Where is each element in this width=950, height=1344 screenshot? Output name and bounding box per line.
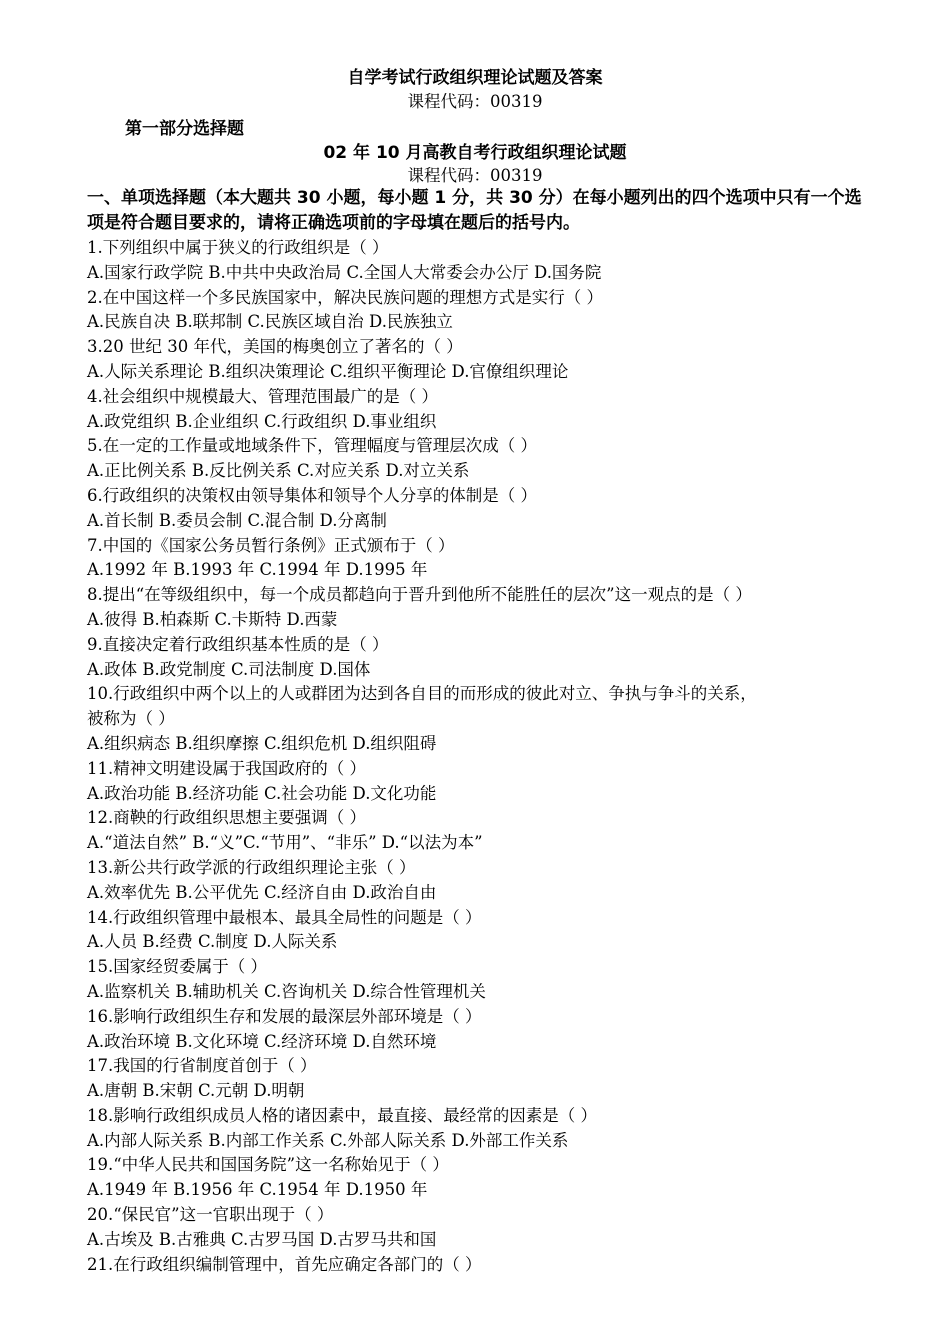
question-text: 被称为（ ）	[87, 709, 175, 729]
answer-options: A.内部人际关系 B.内部工作关系 C.外部人际关系 D.外部工作关系	[87, 1130, 569, 1150]
question-text: 21.在行政组织编制管理中，首先应确定各部门的（ ）	[87, 1254, 482, 1274]
question-text: 16.影响行政组织生存和发展的最深层外部环境是（ ）	[87, 1006, 482, 1026]
question-text: 7.中国的《国家公务员暂行条例》正式颁布于（ ）	[87, 535, 455, 555]
question-text: 13.新公共行政学派的行政组织理论主张（ ）	[87, 857, 416, 877]
question-text: 14.行政组织管理中最根本、最具全局性的问题是（ ）	[87, 907, 482, 927]
answer-options: A.古埃及 B.古雅典 C.古罗马国 D.古罗马共和国	[87, 1229, 437, 1249]
question-text: 18.影响行政组织成员人格的诸因素中，最直接、最经常的因素是（ ）	[87, 1105, 597, 1125]
question-text: 8.提出“在等级组织中，每一个成员都趋向于晋升到他所不能胜任的层次”这一观点的是（ ）	[87, 585, 752, 605]
section-heading: 一、单项选择题（本大题共 30 小题，每小题 1 分，共 30 分）在每小题列出的四个选项中只有一个选项是符合题目要求的，请将正确选项前的字母填在题后的括号内。	[87, 188, 862, 233]
question-text: 3.20 世纪 30 年代，美国的梅奥创立了著名的（ ）	[87, 337, 463, 357]
answer-options: A.政治环境 B.文化环境 C.经济环境 D.自然环境	[87, 1031, 437, 1051]
exam-title: 02 年 10 月高教自考行政组织理论试题	[323, 143, 627, 163]
question-text: 10.行政组织中两个以上的人或群团为达到各自目的而形成的彼此对立、争执与争斗的关系，	[87, 684, 757, 704]
answer-options: A.唐朝 B.宋朝 C.元朝 D.明朝	[87, 1081, 305, 1101]
answer-options: A.1949 年 B.1956 年 C.1954 年 D.1950 年	[87, 1180, 428, 1200]
answer-options: A.彼得 B.柏森斯 C.卡斯特 D.西蒙	[87, 609, 338, 629]
answer-options: A.政治功能 B.经济功能 C.社会功能 D.文化功能	[87, 783, 437, 803]
document-title: 自学考试行政组织理论试题及答案	[347, 68, 603, 88]
answer-options: A.政党组织 B.企业组织 C.行政组织 D.事业组织	[87, 411, 437, 431]
answer-options: A.1992 年 B.1993 年 C.1994 年 D.1995 年	[87, 560, 428, 580]
question-text: 17.我国的行省制度首创于（ ）	[87, 1056, 317, 1076]
answer-options: A.国家行政学院 B.中共中央政治局 C.全国人大常委会办公厅 D.国务院	[87, 262, 602, 282]
question-text: 5.在一定的工作量或地域条件下，管理幅度与管理层次成（ ）	[87, 436, 537, 456]
question-text: 6.行政组织的决策权由领导集体和领导个人分享的体制是（ ）	[87, 485, 537, 505]
answer-options: A.人际关系理论 B.组织决策理论 C.组织平衡理论 D.官僚组织理论	[87, 361, 569, 381]
question-text: 12.商鞅的行政组织思想主要强调（ ）	[87, 808, 366, 828]
answer-options: A.监察机关 B.辅助机关 C.咨询机关 D.综合性管理机关	[87, 981, 486, 1001]
course-code: 课程代码：00319	[407, 92, 543, 111]
answer-options: A.首长制 B.委员会制 C.混合制 D.分离制	[87, 510, 387, 530]
answer-options: A.“道法自然” B.“义”C.“节用”、“非乐” D.“以法为本”	[87, 833, 483, 853]
answer-options: A.民族自决 B.联邦制 C.民族区域自治 D.民族独立	[87, 312, 453, 332]
question-list	[87, 236, 877, 1277]
part-heading: 第一部分选择题	[125, 119, 244, 139]
answer-options: A.效率优先 B.公平优先 C.经济自由 D.政治自由	[87, 882, 437, 902]
question-text: 20.“保民官”这一官职出现于（ ）	[87, 1205, 334, 1225]
answer-options: A.政体 B.政党制度 C.司法制度 D.国体	[87, 659, 371, 679]
question-text: 9.直接决定着行政组织基本性质的是（ ）	[87, 634, 389, 654]
exam-course-code: 课程代码：00319	[407, 166, 543, 185]
question-text: 1.下列组织中属于狭义的行政组织是（ ）	[87, 238, 389, 257]
question-text: 4.社会组织中规模最大、管理范围最广的是（ ）	[87, 386, 438, 406]
answer-options: A.人员 B.经费 C.制度 D.人际关系	[87, 932, 338, 952]
answer-options: A.组织病态 B.组织摩擦 C.组织危机 D.组织阻碍	[87, 733, 437, 753]
question-text: 15.国家经贸委属于（ ）	[87, 957, 267, 977]
answer-options: A.正比例关系 B.反比例关系 C.对应关系 D.对立关系	[87, 461, 470, 481]
question-text: 19.“中华人民共和国国务院”这一名称始见于（ ）	[87, 1155, 449, 1175]
question-text: 2.在中国这样一个多民族国家中，解决民族问题的理想方式是实行（ ）	[87, 287, 603, 307]
question-text: 11.精神文明建设属于我国政府的（ ）	[87, 758, 366, 778]
